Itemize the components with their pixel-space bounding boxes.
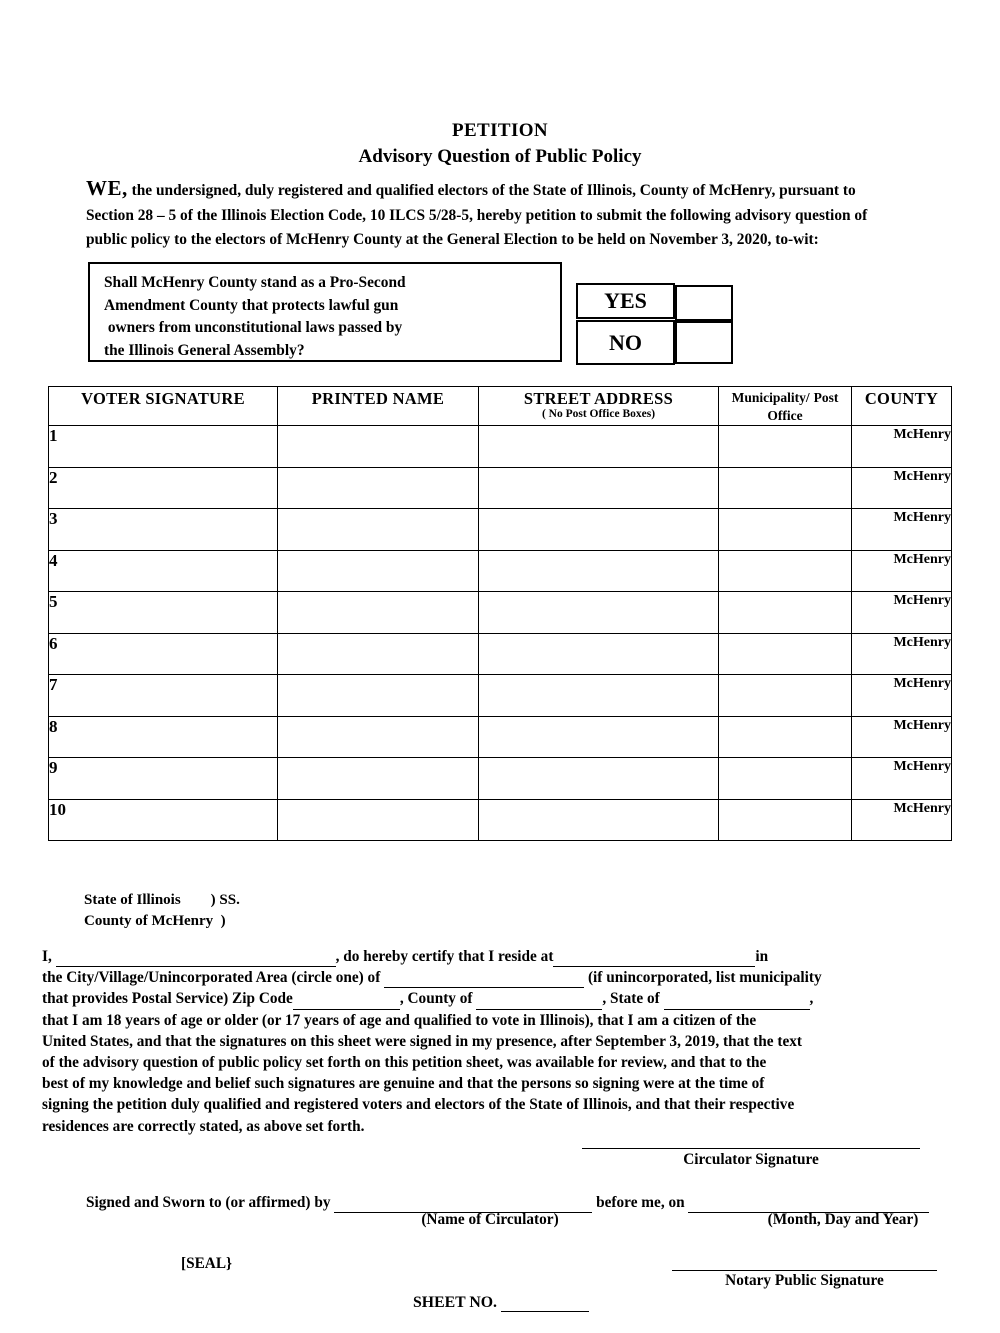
header-street-address-label: STREET ADDRESS [523, 389, 674, 408]
header-printed-name-label: PRINTED NAME [311, 389, 445, 408]
cert-line-1 [42, 946, 967, 967]
signature-cell[interactable]: 5 [49, 592, 278, 634]
cert-l3b: , County of [399, 990, 477, 1008]
municipality-cell[interactable] [719, 509, 852, 551]
cert-line-6: of the advisory question of public policy set forth on this petition sheet, was available for review, and that to the [42, 1054, 767, 1072]
table-row [49, 467, 952, 509]
question-line-3: owners from unconstitutional laws passed by [104, 319, 403, 336]
cert-l1b: , do hereby certify that I reside at [335, 948, 554, 965]
municipality-cell[interactable] [719, 426, 852, 468]
header-voter-signature-label: VOTER SIGNATURE [81, 389, 245, 408]
signature-cell[interactable]: 8 [49, 716, 278, 758]
signature-cell[interactable]: 7 [49, 675, 278, 717]
month-day-year-caption: (Month, Day and Year) [767, 1211, 919, 1228]
signature-cell[interactable]: 4 [49, 550, 278, 592]
signature-table-body [49, 426, 952, 841]
header-county-label: COUNTY [864, 389, 939, 408]
street-address-cell[interactable] [479, 509, 719, 551]
circulator-certification [42, 946, 967, 1137]
county-cell: McHenry [852, 675, 952, 717]
printed-name-cell[interactable] [278, 509, 479, 551]
header-street-address-note: ( No Post Office Boxes) [541, 408, 656, 420]
cert-line-8: signing the petition duly qualified and registered voters and electors of the State of Illinois, and that their respective [42, 1096, 795, 1114]
municipality-cell[interactable] [719, 592, 852, 634]
cert-l3a: that provides Postal Service) Zip Code [42, 990, 293, 1008]
table-row [49, 633, 952, 675]
county-cell: McHenry [852, 716, 952, 758]
cert-line-9: residences are correctly stated, as above set forth. [42, 1117, 365, 1135]
vote-options [574, 281, 734, 367]
header-municipality-line1: Municipality/ [731, 390, 810, 405]
county-cell: McHenry [852, 592, 952, 634]
advisory-question-text [104, 272, 554, 362]
county-cell: McHenry [852, 633, 952, 675]
title-petition: PETITION [451, 120, 549, 141]
notary-signature-line[interactable] [672, 1270, 937, 1271]
notary-signature-caption: Notary Public Signature [725, 1272, 884, 1289]
sworn-statement-row [86, 1193, 929, 1213]
cert-l2b: (if unincorporated, list municipality [584, 969, 822, 987]
county-cell: McHenry [852, 758, 952, 800]
preamble-line-1: the undersigned, duly registered and qualified electors of the State of Illinois, County of McHenry, pursuant to [127, 182, 856, 199]
county-cell: McHenry [852, 799, 952, 841]
municipality-cell[interactable] [719, 758, 852, 800]
seal-label: [SEAL} [181, 1255, 233, 1272]
county-cell: McHenry [852, 467, 952, 509]
venue-block [84, 890, 240, 932]
header-voter-signature [49, 387, 278, 426]
county-blank[interactable] [476, 994, 602, 1010]
printed-name-cell[interactable] [278, 592, 479, 634]
printed-name-cell[interactable] [278, 467, 479, 509]
city-village-blank[interactable] [384, 972, 584, 988]
signature-cell[interactable]: 2 [49, 467, 278, 509]
sworn-prefix-label: Signed and Sworn to (or affirmed) by [86, 1194, 335, 1211]
venue-county: County of McHenry ) [84, 913, 226, 929]
printed-name-cell[interactable] [278, 633, 479, 675]
table-row [49, 758, 952, 800]
venue-state: State of Illinois ) SS. [84, 892, 240, 908]
municipality-cell[interactable] [719, 550, 852, 592]
cert-line-4: that I am 18 years of age or older (or 17 years of age and qualified to vote in Illinois), that I am a citizen of the [42, 1011, 757, 1029]
table-row [49, 550, 952, 592]
header-printed-name [278, 387, 479, 426]
county-cell: McHenry [852, 550, 952, 592]
county-cell: McHenry [852, 426, 952, 468]
cert-l1a: I, [42, 948, 56, 965]
street-address-cell[interactable] [479, 758, 719, 800]
table-row [49, 675, 952, 717]
preamble-paragraph [86, 176, 966, 253]
zip-code-blank[interactable] [293, 994, 400, 1010]
cert-l3d: , [809, 990, 814, 1008]
printed-name-cell[interactable] [278, 716, 479, 758]
cert-l2a: the City/Village/Unincorporated Area (circle one) of [42, 969, 385, 987]
municipality-cell[interactable] [719, 633, 852, 675]
street-address-cell[interactable] [479, 592, 719, 634]
question-line-4: the Illinois General Assembly? [104, 341, 305, 359]
printed-name-cell[interactable] [278, 758, 479, 800]
question-line-2: Amendment County that protects lawful gun [104, 296, 399, 314]
municipality-cell[interactable] [719, 799, 852, 841]
yes-label: YES [576, 283, 675, 319]
street-address-cell[interactable] [479, 633, 719, 675]
cert-line-7: best of my knowledge and belief such signatures are genuine and that the persons so signing were at the time of [42, 1075, 765, 1093]
street-address-cell[interactable] [479, 675, 719, 717]
residence-address-blank[interactable] [553, 951, 755, 967]
cert-line-5: United States, and that the signatures on this sheet were signed in my presence, after September 3, 2019, that the text [42, 1032, 802, 1050]
advisory-question-box [88, 262, 562, 362]
printed-name-cell[interactable] [278, 426, 479, 468]
signature-cell[interactable]: 10 [49, 799, 278, 841]
preamble-line-3: public policy to the electors of McHenry County at the General Election to be held on November 3, 2020, to-wit: [86, 231, 819, 248]
sheet-number-row [413, 1294, 589, 1312]
cert-line-2 [42, 967, 967, 988]
table-row [49, 592, 952, 634]
title-subtitle: Advisory Question of Public Policy [358, 146, 642, 167]
street-address-cell[interactable] [479, 467, 719, 509]
sheet-no-label: SHEET NO. [413, 1294, 501, 1311]
header-municipality-line2: Post Office [767, 390, 839, 423]
preamble-line-2: Section 28 – 5 of the Illinois Election Code, 10 ILCS 5/28-5, hereby petition to submit the following advisory question of [86, 206, 868, 224]
printed-name-cell[interactable] [278, 550, 479, 592]
street-address-cell[interactable] [479, 550, 719, 592]
header-municipality [719, 387, 852, 426]
signature-cell[interactable]: 1 [49, 426, 278, 468]
table-row [49, 509, 952, 551]
circulator-signature-caption: Circulator Signature [683, 1151, 819, 1168]
municipality-cell[interactable] [719, 716, 852, 758]
table-row [49, 426, 952, 468]
street-address-cell[interactable] [479, 799, 719, 841]
table-row [49, 716, 952, 758]
county-cell: McHenry [852, 509, 952, 551]
signature-cell[interactable]: 3 [49, 509, 278, 551]
state-blank[interactable] [664, 994, 810, 1010]
header-county [852, 387, 952, 426]
circulator-name-blank[interactable] [56, 951, 336, 967]
sworn-middle-label: before me, on [592, 1194, 689, 1211]
street-address-cell[interactable] [479, 426, 719, 468]
preamble-lead-word: WE, [86, 176, 128, 200]
question-line-1: Shall McHenry County stand as a Pro-Second [104, 274, 406, 291]
page-title [0, 118, 1000, 170]
table-header-row [49, 387, 952, 426]
cert-line-3 [42, 988, 967, 1009]
yes-checkbox[interactable] [675, 285, 733, 321]
table-row [49, 799, 952, 841]
signature-cell[interactable]: 9 [49, 758, 278, 800]
printed-name-cell[interactable] [278, 675, 479, 717]
cert-l1c: in [755, 948, 769, 965]
street-address-cell[interactable] [479, 716, 719, 758]
header-street-address [479, 387, 719, 426]
sheet-number-blank[interactable] [501, 1296, 589, 1312]
no-label: NO [576, 320, 675, 365]
signature-cell[interactable]: 6 [49, 633, 278, 675]
no-checkbox[interactable] [675, 321, 733, 364]
name-of-circulator-caption: (Name of Circulator) [421, 1211, 559, 1228]
signature-table [48, 386, 952, 841]
cert-l3c: , State of [602, 990, 664, 1008]
printed-name-cell[interactable] [278, 799, 479, 841]
municipality-cell[interactable] [719, 467, 852, 509]
municipality-cell[interactable] [719, 675, 852, 717]
